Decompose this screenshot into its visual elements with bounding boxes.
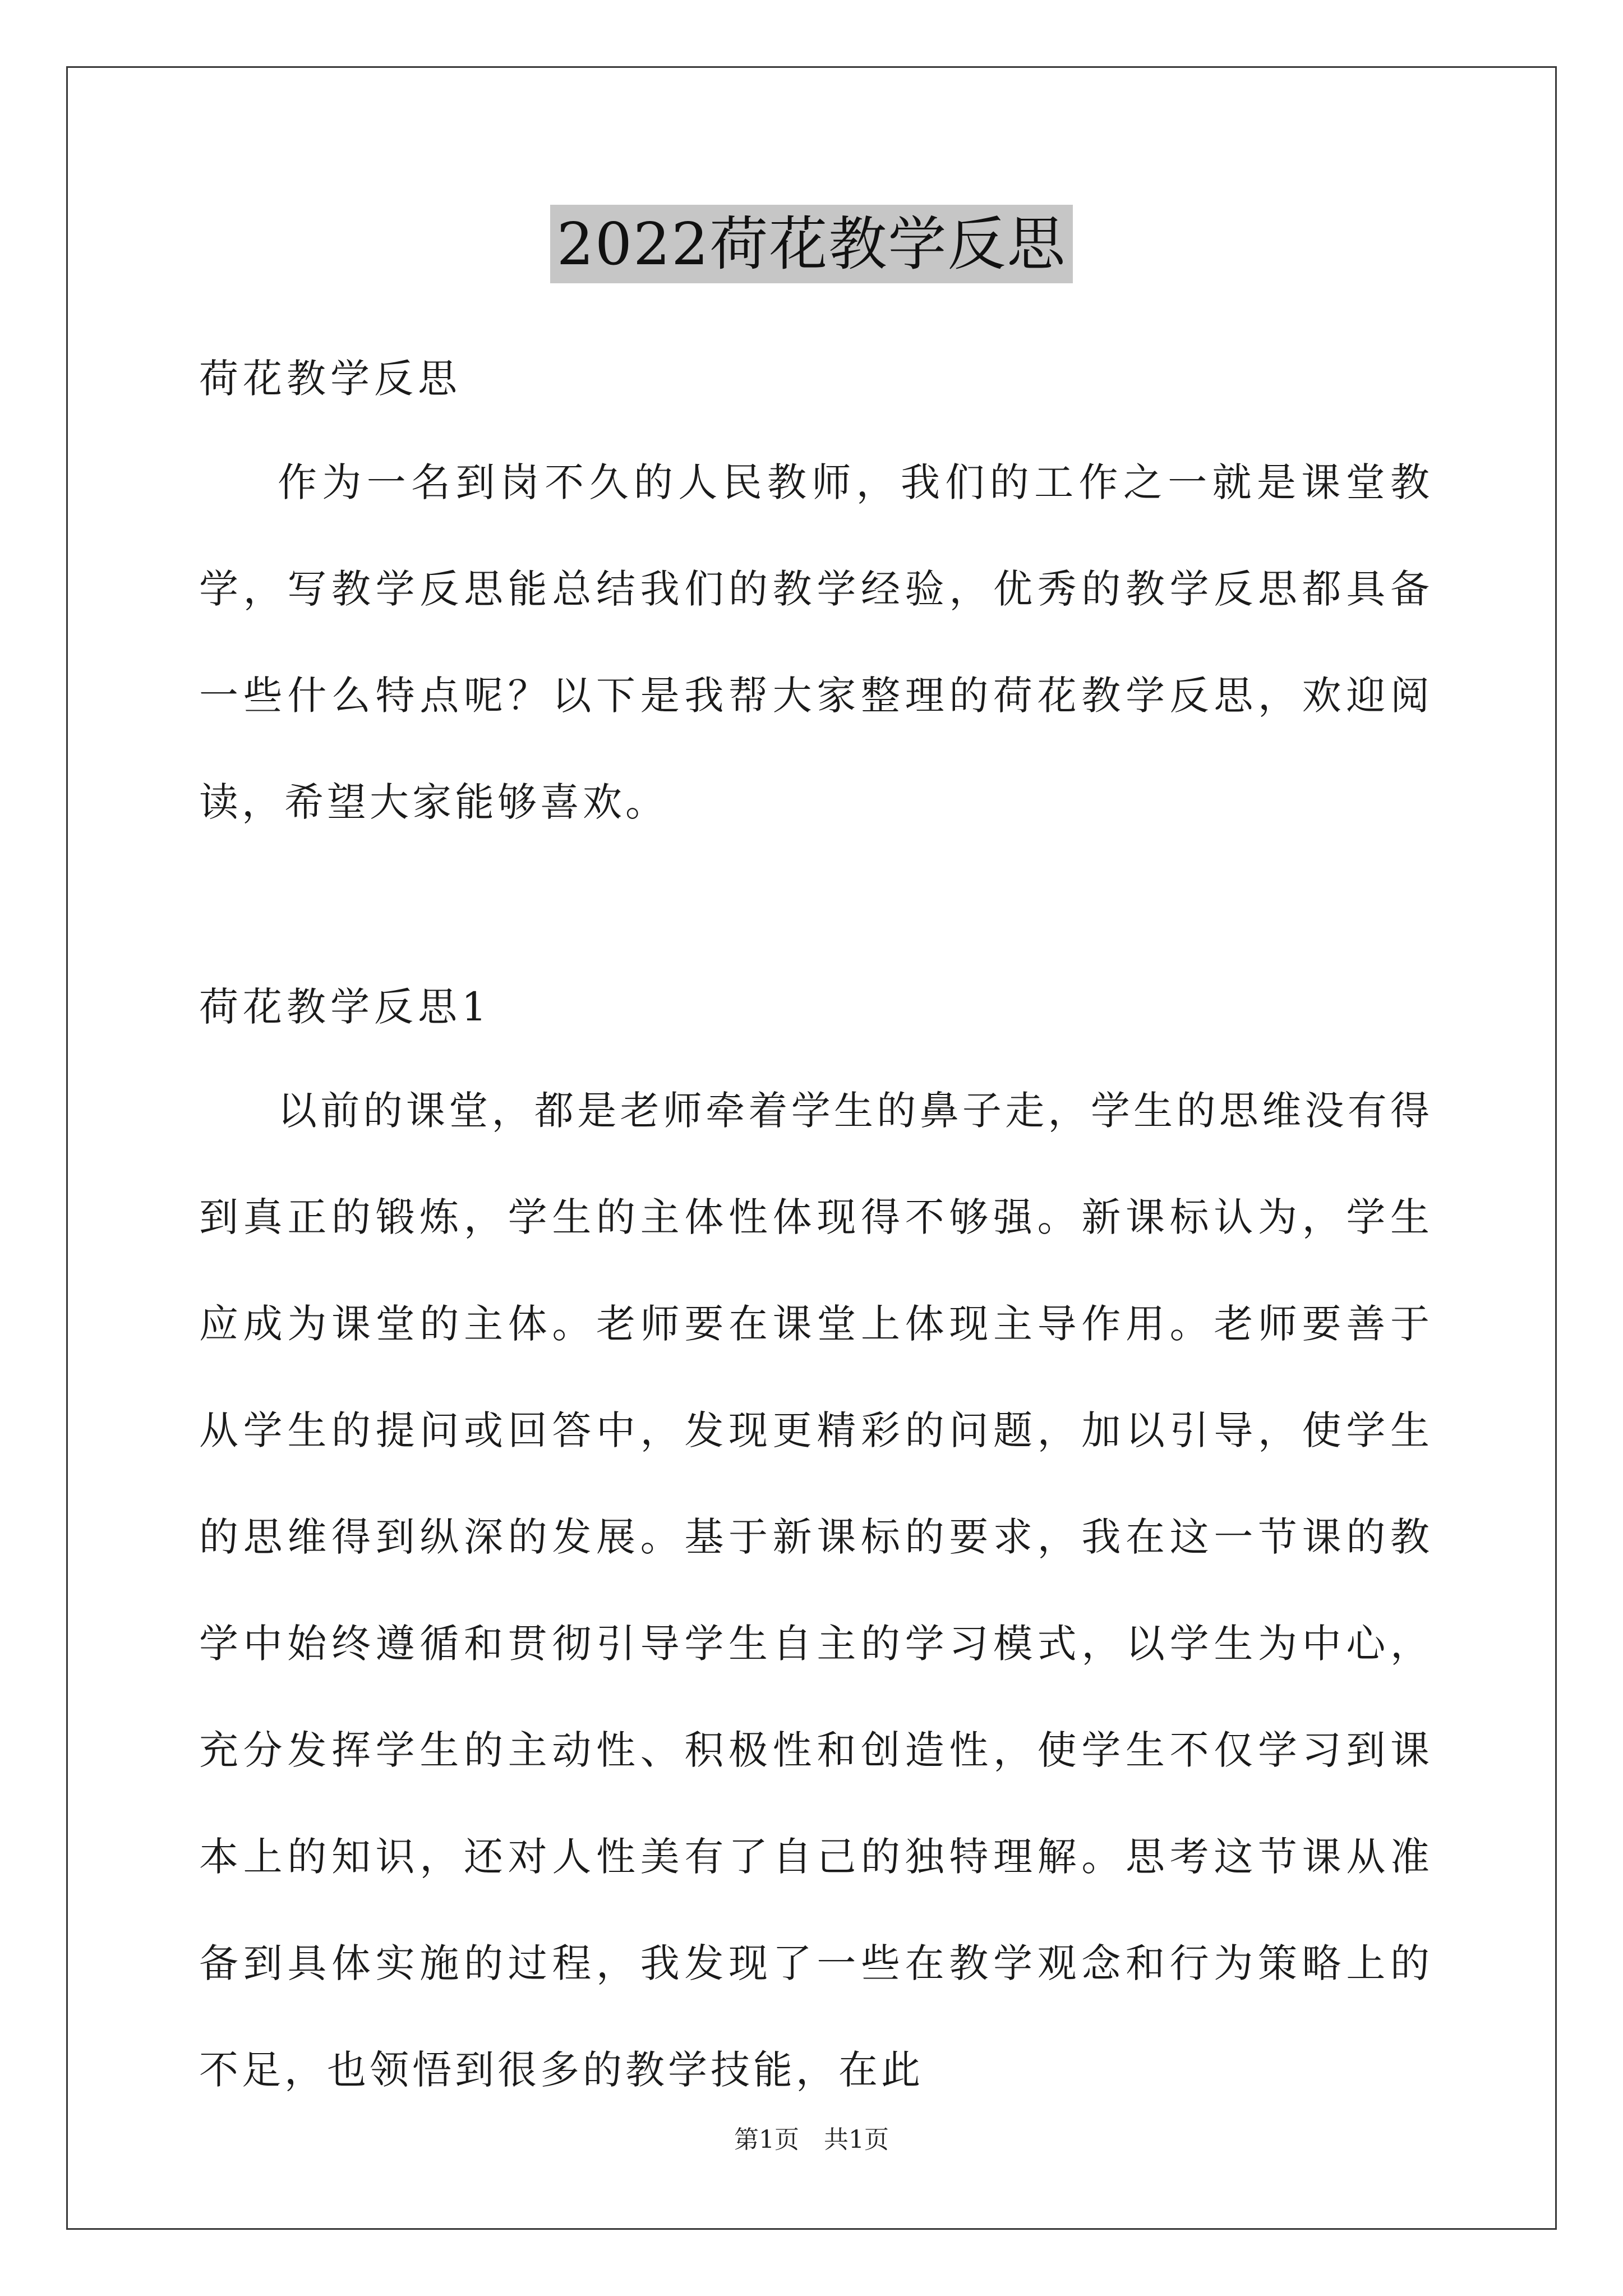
title-container	[0, 205, 1623, 283]
intro-paragraph: 作为一名到岗不久的人民教师，我们的工作之一就是课堂教学，写教学反思能总结我们的教学经验，优秀的教学反思都具备一些什么特点呢？以下是我帮大家整理的荷花教学反思，欢迎阅读，希望大家能够喜欢。	[199, 459, 1433, 825]
section-body: 以前的课堂，都是老师牵着学生的鼻子走，学生的思维没有得到真正的锻炼，学生的主体性体现得不够强。新课标认为，学生应成为课堂的主体。老师要在课堂上体现主导作用。老师要善于从学生的提问或回答中，发现更精彩的问题，加以引导，使学生的思维得到纵深的发展。基于新课标的要求，我在这一节课的教学中始终遵循和贯彻引导学生自主的学习模式，以学生为中心，充分发挥学生的主动性、积极性和创造性，使学生不仅学习到课本上的知识，还对人性美有了自己的独特理解。思考这节课从准备到具体实施的过程，我发现了一些在教学观念和行为策略上的不足，也领悟到很多的教学技能，在此	[199, 1088, 1433, 2093]
subtitle: 荷花教学反思	[199, 356, 462, 402]
section-heading: 荷花教学反思1	[199, 984, 491, 1030]
page-footer: 第1页 共1页	[734, 2125, 889, 2154]
document-title: 2022荷花教学反思	[550, 205, 1073, 283]
